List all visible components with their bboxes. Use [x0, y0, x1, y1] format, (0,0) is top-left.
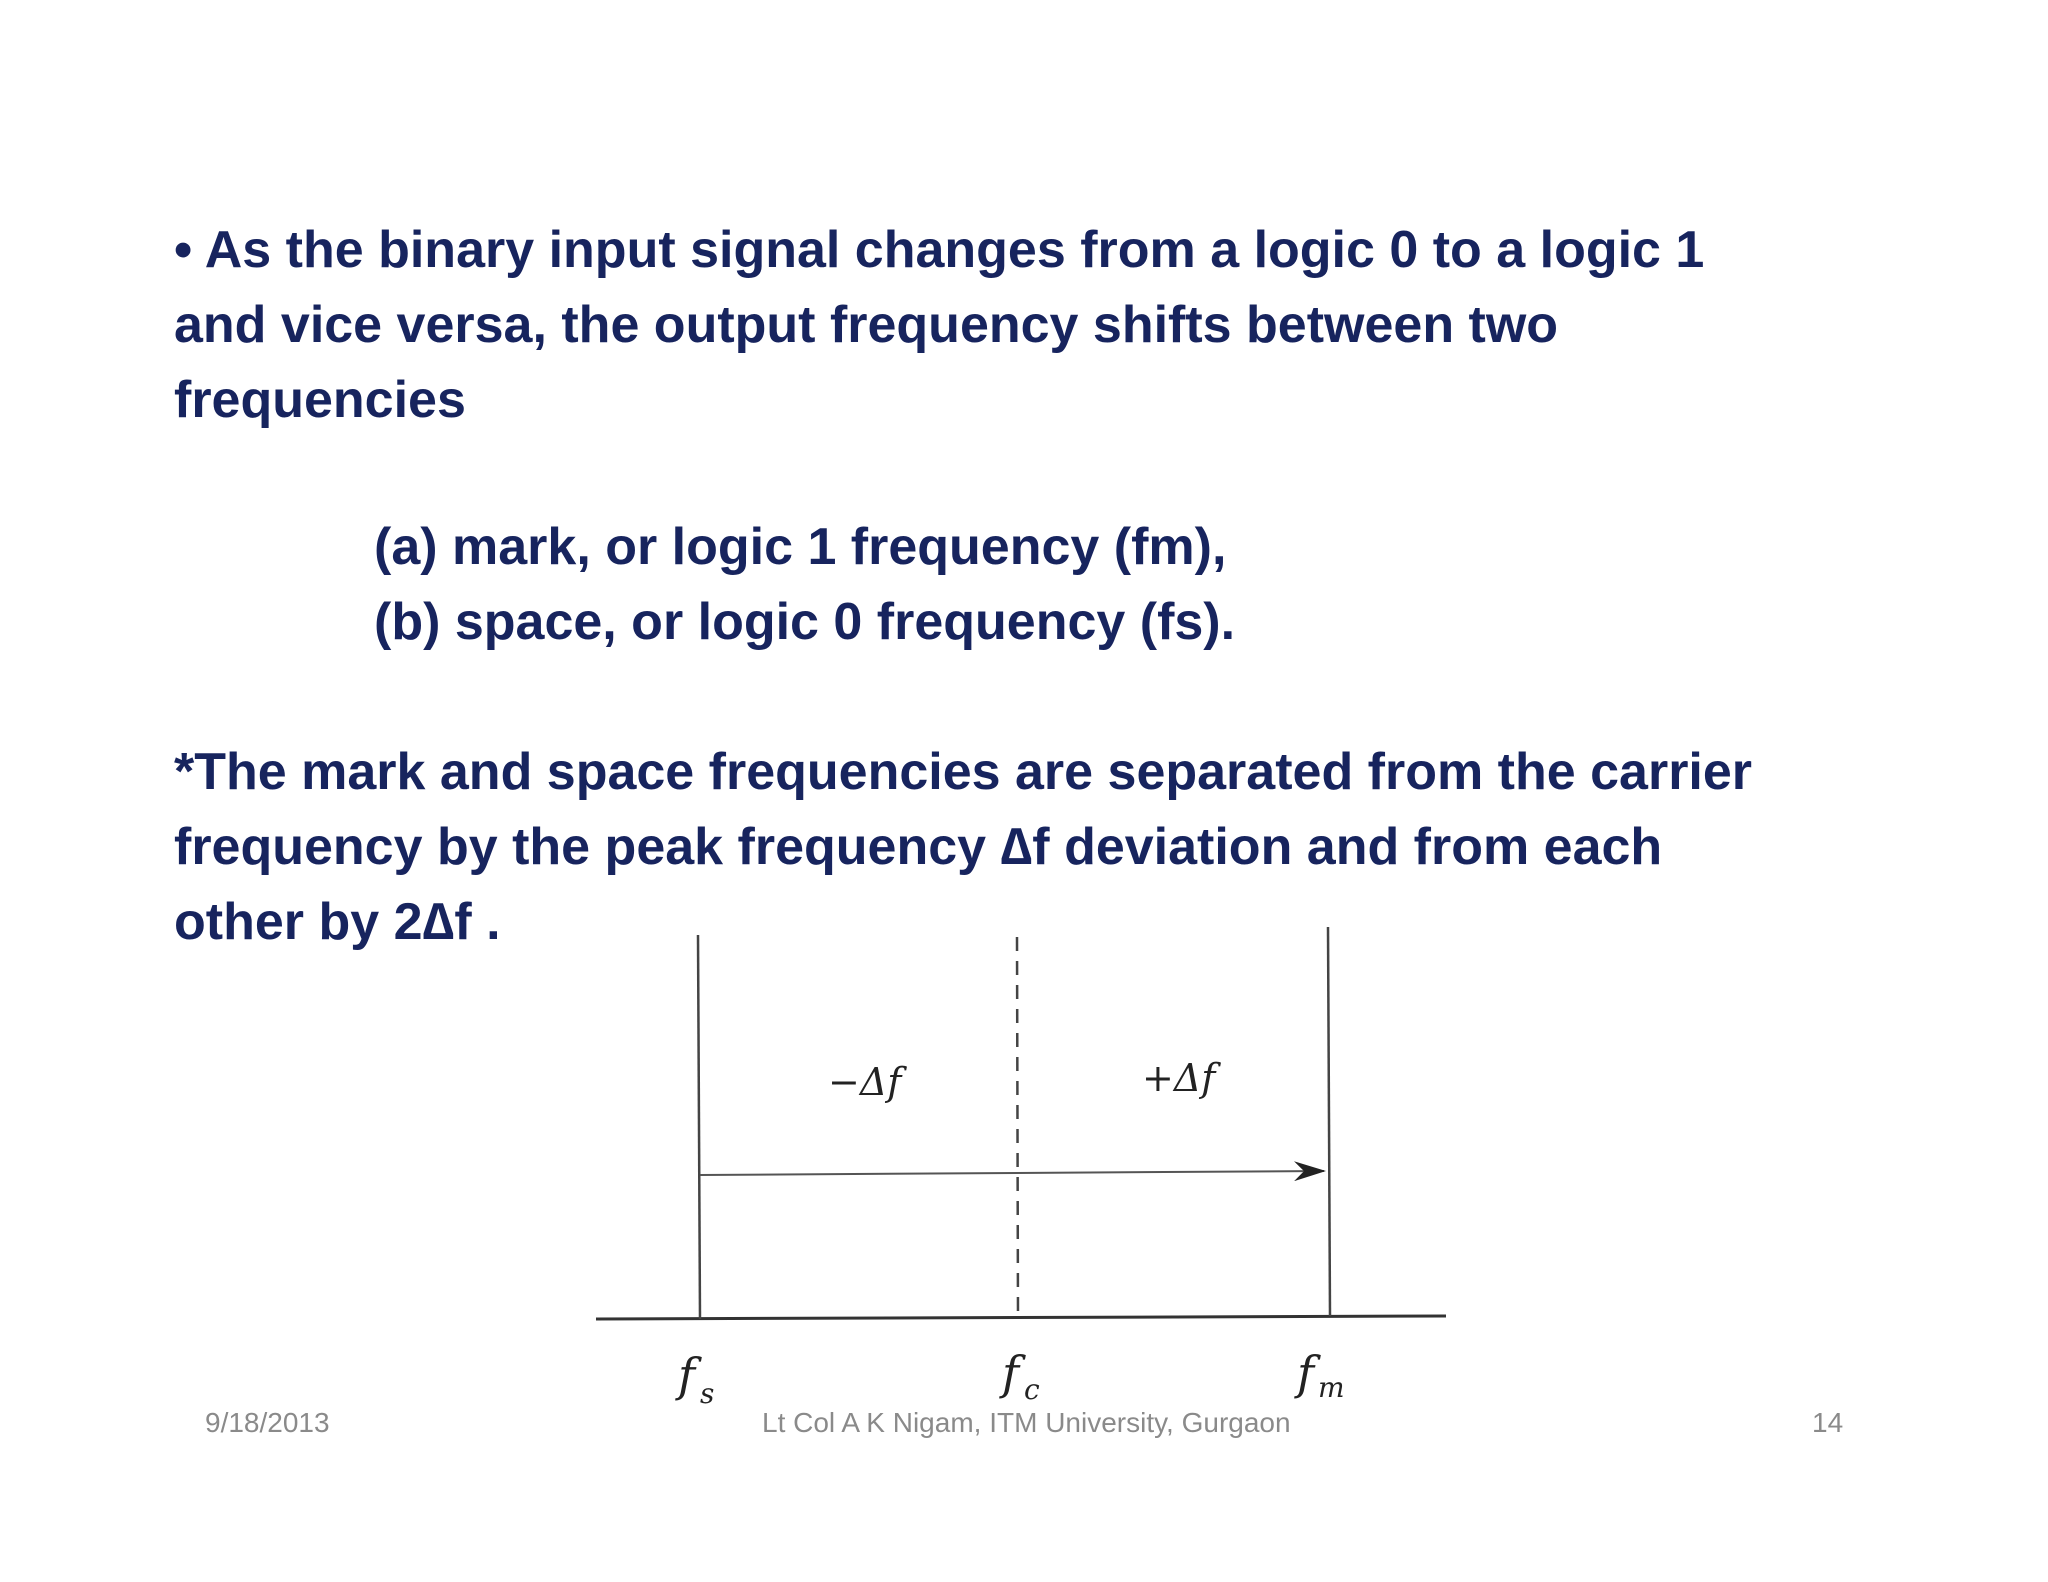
- note-line-3: other by 2∆f .: [174, 893, 501, 951]
- fm-label: [1294, 1346, 1345, 1404]
- deviation-arrow: [700, 1171, 1324, 1175]
- fc-label-main: f: [1002, 1346, 1020, 1400]
- frequency-options: [374, 510, 1235, 660]
- plus-delta-f-label: +Δf: [1142, 1056, 1216, 1100]
- footer-page-number: 14: [1812, 1407, 1844, 1438]
- bullet-line-3: frequencies: [174, 371, 466, 429]
- fc-dashed-line: [1017, 937, 1018, 1319]
- option-mark: (a) mark, or logic 1 frequency (fm),: [374, 518, 1227, 576]
- footer-date: 9/18/2013: [205, 1407, 330, 1438]
- fs-label: [675, 1348, 714, 1410]
- fs-line: [698, 935, 700, 1319]
- note-line-2: frequency by the peak frequency ∆f deviation and from each: [174, 818, 1663, 876]
- bullet-line-2: and vice versa, the output frequency shifts between two: [174, 296, 1559, 354]
- bullet-paragraph: [174, 213, 1704, 438]
- fm-label-main: f: [1297, 1346, 1315, 1400]
- footer-author: Lt Col A K Nigam, ITM University, Gurgaon: [762, 1407, 1291, 1438]
- fc-label-sub: c: [1024, 1373, 1040, 1406]
- minus-delta-f-label: −Δf: [828, 1060, 902, 1104]
- fs-label-sub: s: [700, 1377, 715, 1410]
- fsk-frequency-diagram: [560, 915, 1460, 1415]
- note-line-1: *The mark and space frequencies are separated from the carrier: [174, 743, 1753, 801]
- fs-label-main: f: [678, 1348, 696, 1402]
- baseline: [596, 1316, 1446, 1319]
- fc-label: [999, 1346, 1040, 1406]
- option-space: (b) space, or logic 0 frequency (fs).: [374, 593, 1236, 651]
- bullet-line-1: • As the binary input signal changes from a logic 0 to a logic 1: [174, 221, 1705, 279]
- fm-label-sub: m: [1318, 1371, 1345, 1404]
- fm-line: [1328, 927, 1330, 1316]
